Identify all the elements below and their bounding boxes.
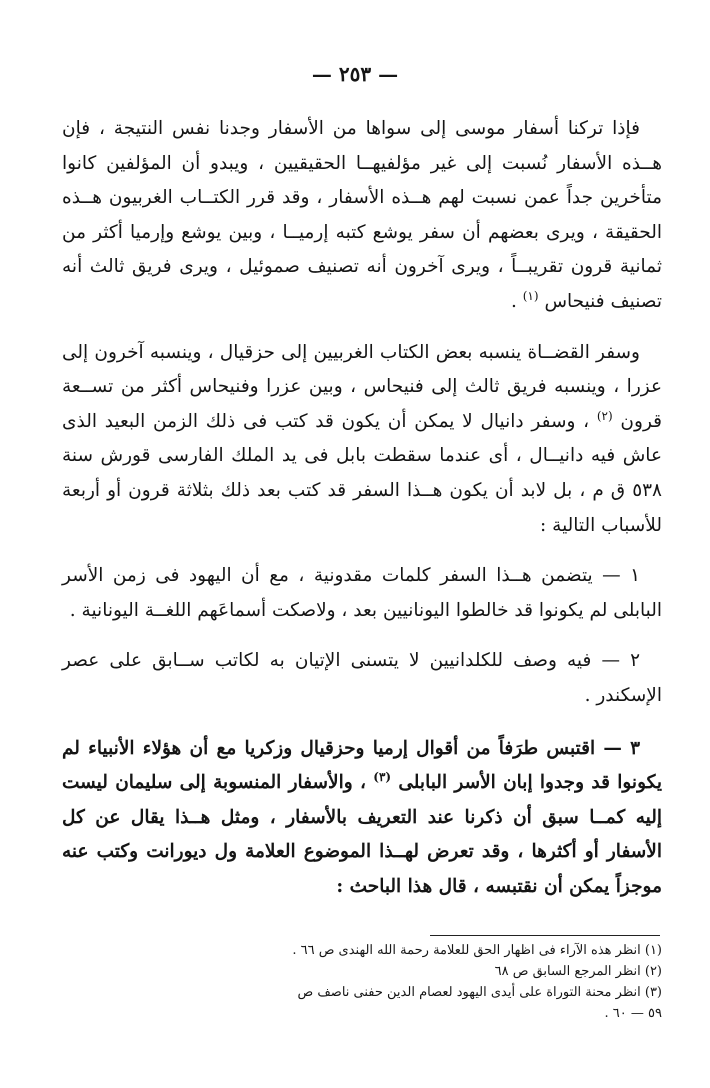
list-item-3-text-b: ، والأسفار المنسوبة إلى سليمان ليست إليه كمــا سبق أن ذكرنا عند التعريف بالأسفار ، ومثل هــذا يقال عن كل الأسفار أو أكثرها ، وقد تعرض لهــذا الموضوع العلامة ول ديورانت وكتب عنه موجزاً يمكن أن نقتبسه ، قال هذا الباحث : [62, 772, 662, 897]
footnote-ref-3: (٣) [373, 769, 392, 784]
footnote-3: (٣) انظر محنة التوراة على أيدى اليهود لعصام الدين حفنى ناصف ص [297, 985, 662, 1000]
paragraph-1-text: فإذا تركنا أسفار موسى إلى سواها من الأسفار وجدنا نفس النتيجة ، فإن هــذه الأسفار نُسبت إلى غير مؤلفيهــا الحقيقيين ، ويبدو أن المؤلفين كانوا متأخرين جداً عمن نسبت لهم هــذه الأسفار ، وقد قرر الكتــاب الغربيون هــذه الحقيقة ، ويرى بعضهم أن سفر يوشع كتبه إرميــا ، وبين يوشع وإرميا أكثر من ثمانية قرون تقريبــاً ، ويرى آخرون أنه تصنيف صموئيل ، ويرى فريق ثالث أنه تصنيف فنيحاس [62, 118, 662, 312]
footnote-divider [430, 935, 660, 936]
page-number: — ٢٥٣ — [311, 62, 399, 86]
body-text [62, 112, 662, 920]
footnotes [66, 940, 662, 1024]
footnote-ref-2: (٢) [596, 408, 613, 423]
footnote-1: (١) انظر هذه الآراء فى اظهار الحق للعلامة رحمة الله الهندى ص ٦٦ . [292, 943, 662, 958]
list-item-2: ٢ — فيه وصف للكلدانيين لا يتسنى الإتيان به لكاتب ســابق على عصر الإسكندر . [62, 650, 662, 706]
list-item-3-text-a: ٣ — اقتبس طرَفاً من أقوال إرميا وحزقيال وزكريا مع أن هؤلاء الأنبياء لم يكونوا قد وجدوا إبان الأسر البابلى [62, 737, 662, 794]
paragraph-1 [62, 112, 662, 320]
paragraph-2-text-a: وسفر القضــاة ينسبه بعض الكتاب الغربيين إلى حزقيال ، وينسبه آخرون إلى عزرا ، وينسبه فريق ثالث إلى فنيحاس ، وبين عزرا وفنيحاس أكثر من تســعة قرون [62, 341, 662, 432]
paragraph-2 [62, 336, 662, 544]
footnote-3-continuation: ٥٩ — ٦٠ . [604, 1006, 662, 1021]
list-item-3 [62, 732, 662, 905]
paragraph-2-text-b: ، وسفر دانيال لا يمكن أن يكون قد كتب فى ذلك الزمن البعيد الذى عاش فيه دانيــال ، أى عندما سقطت بابل فى يد الملك الفارسى قورش سنة ٥٣٨ ق م ، بل لابد أن يكون هــذا السفر قد كتب بعد ذلك بثلاثة قرون أو أربعة للأسباب التالية : [62, 410, 662, 536]
list-item-1: ١ — يتضمن هــذا السفر كلمات مقدونية ، مع أن اليهود فى زمن الأسر البابلى لم يكونوا قد خالطوا اليونانيين بعد ، ولاصكت أسماعَهم اللغــة اليونانية . [62, 565, 662, 621]
footnote-ref-1: (١) [522, 288, 539, 303]
paragraph-1-end: . [510, 290, 523, 312]
footnote-2: (٢) انظر المرجع السابق ص ٦٨ [494, 964, 662, 979]
